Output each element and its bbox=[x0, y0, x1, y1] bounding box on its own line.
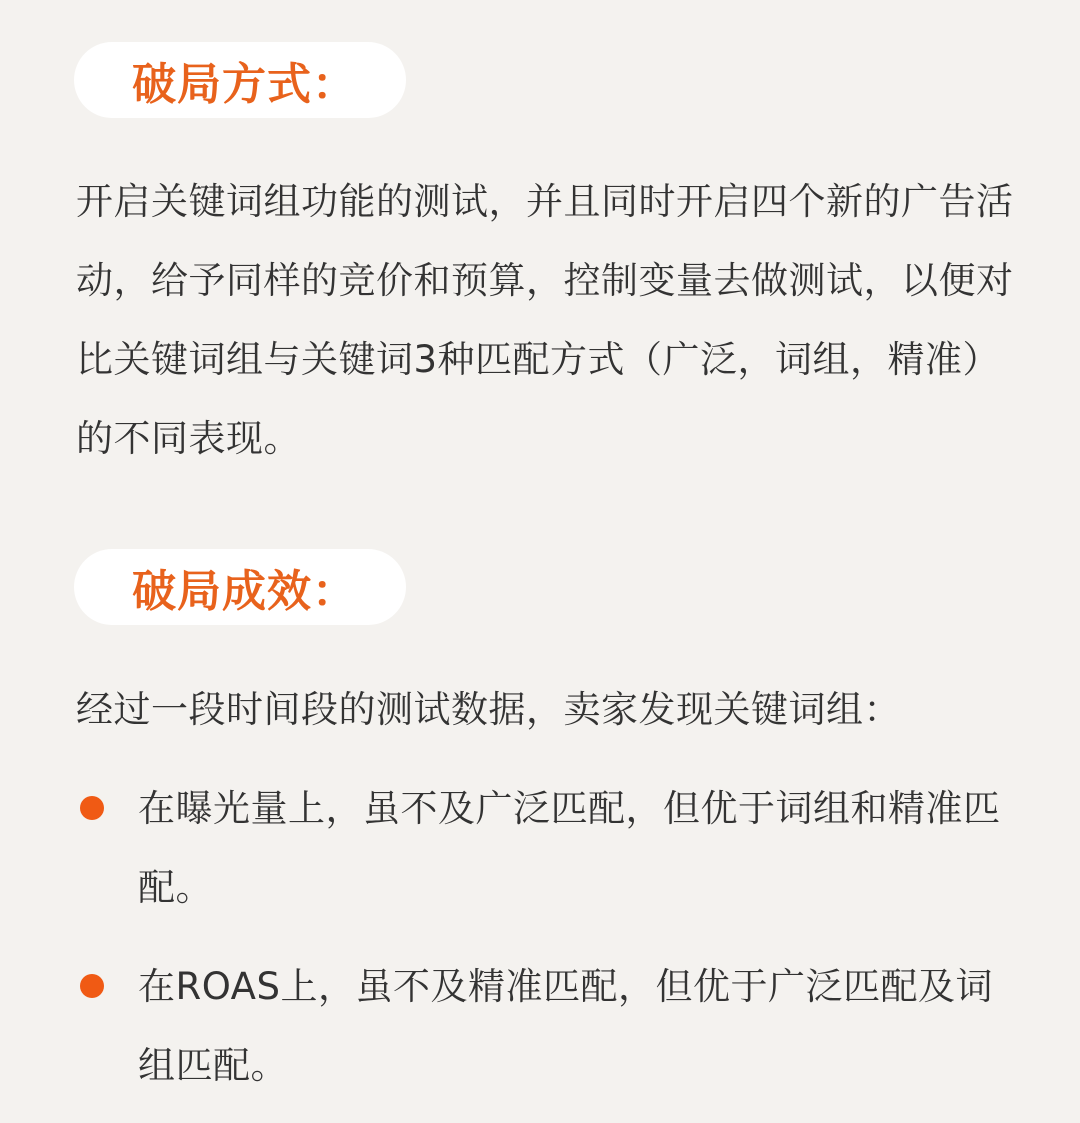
section-heading-results bbox=[74, 549, 406, 625]
heading-results-text: 破局成效： bbox=[132, 566, 357, 617]
bullet-dot-icon bbox=[80, 796, 104, 820]
list-item bbox=[76, 769, 1016, 927]
list-item bbox=[76, 947, 1016, 1105]
bullet-text: 在ROAS上，虽不及精准匹配，但优于广泛匹配及词组匹配。 bbox=[138, 965, 993, 1087]
approach-paragraph: 开启关键词组功能的测试，并且同时开启四个新的广告活动，给予同样的竞价和预算，控制变量去做测试，以便对比关键词组与关键词3种匹配方式（广泛，词组，精准）的不同表现。 bbox=[76, 180, 1014, 460]
results-intro: 经过一段时间段的测试数据，卖家发现关键词组： bbox=[76, 688, 901, 731]
section-heading-approach bbox=[74, 42, 406, 118]
bullet-dot-icon bbox=[80, 974, 104, 998]
bullet-text: 在曝光量上，虽不及广泛匹配，但优于词组和精准匹配。 bbox=[138, 787, 1001, 909]
heading-approach-text: 破局方式： bbox=[132, 59, 357, 110]
